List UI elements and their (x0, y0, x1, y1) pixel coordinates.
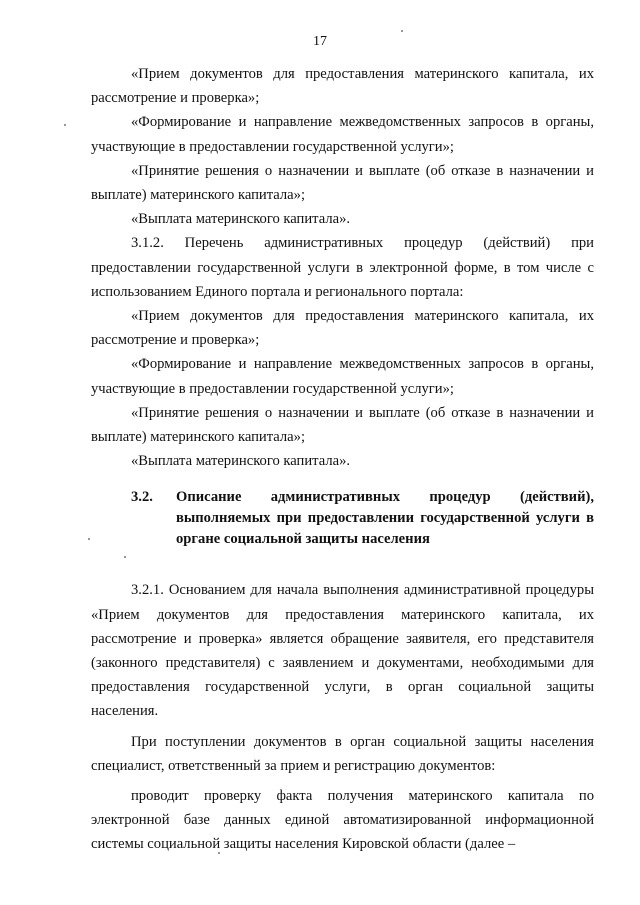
paragraph: «Принятие решения о назначении и выплате (об отказе в назначении и выплате) материнского капитала»; (91, 404, 594, 446)
scan-speck (88, 538, 90, 540)
paragraph: «Прием документов для предоставления материнского капитала, их рассмотрение и проверка»; (91, 66, 594, 107)
scan-speck (124, 556, 126, 558)
paragraph: «Выплата материнского капитала». (131, 453, 351, 470)
section-title: Описание административных процедур (действий), выполняемых при предоставлении государственной услуги в органе социальной защиты населения (176, 489, 594, 548)
paragraph: 3.1.2. Перечень административных процедур (действий) при предоставлении государственной услуги в электронной форме, в том числе с использованием Единого портала и регионального портала: (91, 235, 594, 300)
paragraph: «Формирование и направление межведомственных запросов в органы, участвующие в предоставлении государственной услуги»; (91, 114, 594, 155)
document-body (91, 62, 594, 857)
paragraph: «Принятие решения о назначении и выплате (об отказе в назначении и выплате) материнского капитала»; (91, 162, 594, 204)
page-number: 17 (313, 34, 327, 49)
paragraph: «Формирование и направление межведомственных запросов в органы, участвующие в предоставлении государственной услуги»; (91, 356, 594, 397)
paragraph: При поступлении документов в орган социальной защиты населения специалист, ответственный за прием и регистрацию документов: (91, 733, 594, 774)
scan-speck (218, 852, 220, 854)
section-number: 3.2. (131, 489, 153, 506)
scan-speck (401, 30, 403, 32)
paragraph: «Прием документов для предоставления материнского капитала, их рассмотрение и проверка»; (91, 308, 594, 349)
paragraph: 3.2.1. Основанием для начала выполнения административной процедуры «Прием документов для предоставления материнского капитала, их рассмотрение и проверка» является обращение заявителя, его представителя (законного представителя) с заявлением и документами, необходимыми для предоставления государственной услуги, в орган социальной защиты населения. (91, 582, 594, 720)
paragraph: «Выплата материнского капитала». (131, 211, 351, 228)
section-heading (91, 487, 594, 550)
paragraph: проводит проверку факта получения материнского капитала по электронной базе данных единой автоматизированной информационной системы социальной защиты населения Кировской области (далее – (91, 788, 594, 853)
scan-speck (64, 124, 66, 126)
